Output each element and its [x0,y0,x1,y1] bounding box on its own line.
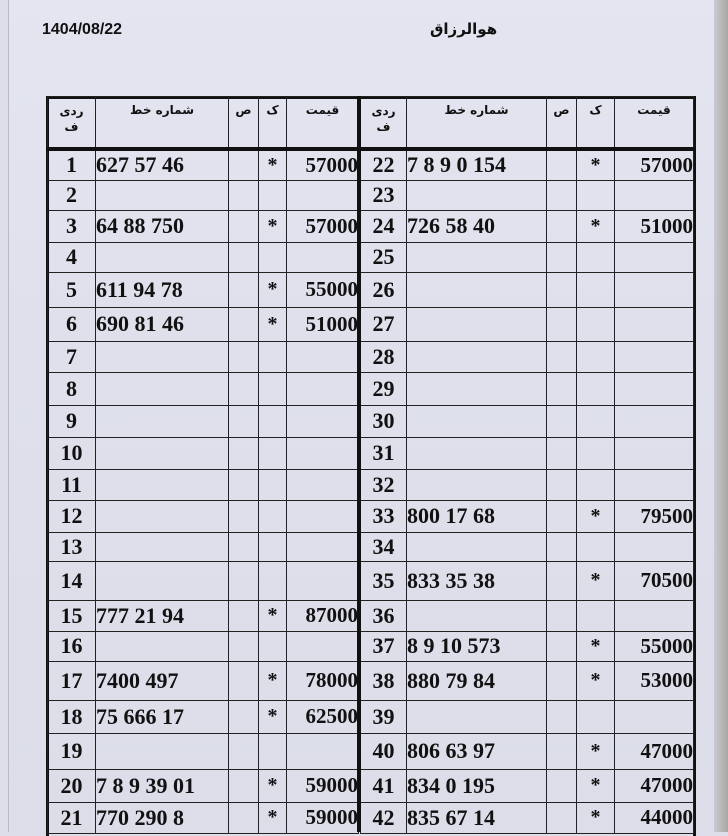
k-mark-cell [259,180,287,210]
row-number-cell: 16 [48,631,96,661]
k-mark-cell [259,341,287,372]
table-row [48,561,359,600]
k-mark-cell: * [577,769,615,802]
table-header-row [48,97,359,150]
table-row [361,272,694,307]
line-number-cell: 7 8 9 39 01 [96,769,229,802]
price-cell: 62500 [287,700,359,733]
s-cell [229,532,259,561]
price-cell [287,500,359,532]
row-number-cell: 19 [48,733,96,769]
row-number-cell: 25 [361,242,407,272]
s-cell [547,210,577,242]
table-row [361,769,694,802]
price-cell: 59000 [287,802,359,833]
k-mark-cell: * [259,802,287,833]
k-mark-cell: * [259,210,287,242]
table-row [48,500,359,532]
row-number-cell: 34 [361,532,407,561]
s-cell [229,561,259,600]
table-row [361,405,694,437]
row-number-cell: 18 [48,700,96,733]
k-mark-cell [259,372,287,405]
s-cell [547,700,577,733]
table-row [361,661,694,700]
row-number-cell: 14 [48,561,96,600]
row-number-cell: 3 [48,210,96,242]
s-cell [547,733,577,769]
price-cell [615,180,694,210]
row-number-cell: 7 [48,341,96,372]
k-mark-cell [577,242,615,272]
s-cell [229,769,259,802]
table-row [48,661,359,700]
line-number-cell [96,242,229,272]
row-number-cell: 27 [361,307,407,341]
line-number-cell: 800 17 68 [407,500,547,532]
header-text: ف [64,120,79,134]
document-title: هوالرزاق [430,20,498,38]
line-number-cell: 7400 497 [96,661,229,700]
row-number-cell: 24 [361,210,407,242]
table-row [48,405,359,437]
column-header-price: قیمت [287,97,359,150]
row-number-cell: 6 [48,307,96,341]
line-number-cell [407,700,547,733]
k-mark-cell [577,307,615,341]
s-cell [547,180,577,210]
s-cell [229,242,259,272]
row-number-cell: 32 [361,469,407,500]
k-mark-cell: * [259,661,287,700]
s-cell [547,341,577,372]
k-mark-cell [577,700,615,733]
table-row [48,469,359,500]
price-cell: 53000 [615,661,694,700]
line-number-cell [407,180,547,210]
line-number-cell [96,561,229,600]
k-mark-cell: * [577,631,615,661]
line-number-cell [407,437,547,469]
s-cell [547,149,577,180]
s-cell [547,469,577,500]
price-cell: 55000 [287,272,359,307]
table-row [361,700,694,733]
line-number-cell [96,372,229,405]
header-text: ف [376,120,391,134]
price-cell [615,307,694,341]
line-number-cell [96,500,229,532]
k-mark-cell [577,469,615,500]
row-number-cell: 1 [48,149,96,180]
k-mark-cell [577,600,615,631]
s-cell [547,272,577,307]
table-row [361,469,694,500]
k-mark-cell [259,631,287,661]
s-cell [547,661,577,700]
s-cell [229,700,259,733]
s-cell [547,405,577,437]
s-cell [229,307,259,341]
table-row [48,242,359,272]
k-mark-cell: * [259,307,287,341]
price-cell [615,600,694,631]
table-row [361,372,694,405]
k-mark-cell [577,405,615,437]
k-mark-cell [577,437,615,469]
row-number-cell: 31 [361,437,407,469]
s-cell [229,341,259,372]
k-mark-cell [259,469,287,500]
table-row [361,733,694,769]
price-cell [287,180,359,210]
phone-lines-table-right [360,96,694,834]
column-header-row-number [361,97,407,150]
line-number-cell: 7 8 9 0 154 [407,149,547,180]
price-cell [615,405,694,437]
table-row [361,802,694,833]
center-divider [357,96,361,832]
row-number-cell: 2 [48,180,96,210]
k-mark-cell [577,532,615,561]
column-header-line-number: شماره خط [96,97,229,150]
table-row [361,561,694,600]
line-number-cell: 726 58 40 [407,210,547,242]
table-row [48,600,359,631]
table-row [48,341,359,372]
s-cell [229,500,259,532]
row-number-cell: 11 [48,469,96,500]
line-number-cell: 806 63 97 [407,733,547,769]
price-cell: 51000 [287,307,359,341]
line-number-cell [407,600,547,631]
line-number-cell [407,405,547,437]
line-number-cell [96,405,229,437]
row-number-cell: 21 [48,802,96,833]
s-cell [547,600,577,631]
k-mark-cell: * [577,661,615,700]
table-row [361,600,694,631]
line-number-cell [96,437,229,469]
line-number-cell [407,272,547,307]
table-header-row [361,97,694,150]
price-cell: 55000 [615,631,694,661]
line-number-cell [96,180,229,210]
price-cell [615,532,694,561]
row-number-cell: 39 [361,700,407,733]
table-row [361,149,694,180]
price-cell: 59000 [287,769,359,802]
price-cell [287,405,359,437]
price-cell [615,372,694,405]
price-cell: 57000 [615,149,694,180]
k-mark-cell: * [259,600,287,631]
row-number-cell: 38 [361,661,407,700]
table-row [48,802,359,833]
price-cell [615,242,694,272]
k-mark-cell [259,405,287,437]
price-cell [287,437,359,469]
table-row [48,437,359,469]
page-edge-shadow [714,0,728,832]
price-cell [615,700,694,733]
line-number-cell [407,242,547,272]
line-number-cell [407,307,547,341]
s-cell [229,661,259,700]
price-cell [615,437,694,469]
table-row [361,500,694,532]
s-cell [229,210,259,242]
column-header-s: ص [229,97,259,150]
k-mark-cell: * [259,700,287,733]
price-cell: 79500 [615,500,694,532]
table-row [361,532,694,561]
s-cell [547,500,577,532]
line-number-cell: 8 9 10 573 [407,631,547,661]
k-mark-cell [259,500,287,532]
row-number-cell: 8 [48,372,96,405]
s-cell [547,769,577,802]
row-number-cell: 9 [48,405,96,437]
row-number-cell: 23 [361,180,407,210]
price-cell: 51000 [615,210,694,242]
header-text: ردی [59,104,84,118]
s-cell [229,405,259,437]
k-mark-cell: * [259,272,287,307]
k-mark-cell: * [577,561,615,600]
table-row [48,733,359,769]
price-cell [287,631,359,661]
s-cell [547,372,577,405]
line-number-cell [96,532,229,561]
line-number-cell: 880 79 84 [407,661,547,700]
line-number-cell [407,372,547,405]
row-number-cell: 20 [48,769,96,802]
s-cell [547,307,577,341]
row-number-cell: 4 [48,242,96,272]
s-cell [229,600,259,631]
line-number-cell: 777 21 94 [96,600,229,631]
s-cell [547,802,577,833]
line-number-cell [96,469,229,500]
row-number-cell: 26 [361,272,407,307]
price-cell: 47000 [615,733,694,769]
header-text: ردی [371,104,396,118]
k-mark-cell: * [577,802,615,833]
s-cell [229,733,259,769]
line-number-cell [96,631,229,661]
price-cell [615,469,694,500]
price-cell: 57000 [287,149,359,180]
table-row [361,341,694,372]
s-cell [547,532,577,561]
row-number-cell: 5 [48,272,96,307]
row-number-cell: 12 [48,500,96,532]
row-number-cell: 15 [48,600,96,631]
k-mark-cell: * [259,149,287,180]
price-cell [287,242,359,272]
s-cell [229,180,259,210]
table-row [48,272,359,307]
table-row [361,631,694,661]
phone-lines-table-left [47,96,359,834]
s-cell [547,437,577,469]
column-header-s: ص [547,97,577,150]
line-number-cell: 833 35 38 [407,561,547,600]
line-number-cell [407,341,547,372]
price-cell [287,532,359,561]
s-cell [229,802,259,833]
line-number-cell: 835 67 14 [407,802,547,833]
price-cell [287,561,359,600]
k-mark-cell: * [259,769,287,802]
s-cell [547,631,577,661]
price-cell: 78000 [287,661,359,700]
line-number-cell: 64 88 750 [96,210,229,242]
line-number-cell: 690 81 46 [96,307,229,341]
k-mark-cell [577,180,615,210]
k-mark-cell: * [577,500,615,532]
line-number-cell [407,532,547,561]
table-row [48,372,359,405]
line-number-cell [407,469,547,500]
row-number-cell: 33 [361,500,407,532]
row-number-cell: 13 [48,532,96,561]
price-cell [287,372,359,405]
line-number-cell: 834 0 195 [407,769,547,802]
price-cell [287,469,359,500]
table-row [361,307,694,341]
k-mark-cell [577,341,615,372]
row-number-cell: 29 [361,372,407,405]
price-cell: 57000 [287,210,359,242]
price-cell [287,341,359,372]
table-row [361,242,694,272]
table-row [48,631,359,661]
table-row [48,210,359,242]
table-row [361,180,694,210]
row-number-cell: 40 [361,733,407,769]
table-row [48,769,359,802]
price-cell: 44000 [615,802,694,833]
s-cell [547,242,577,272]
table-row [361,437,694,469]
k-mark-cell: * [577,733,615,769]
table-row [48,700,359,733]
s-cell [229,469,259,500]
price-cell [287,733,359,769]
row-number-cell: 41 [361,769,407,802]
price-cell [615,272,694,307]
k-mark-cell: * [577,210,615,242]
row-number-cell: 36 [361,600,407,631]
s-cell [229,437,259,469]
s-cell [229,272,259,307]
column-header-row-number [48,97,96,150]
row-number-cell: 37 [361,631,407,661]
k-mark-cell: * [577,149,615,180]
price-cell: 70500 [615,561,694,600]
row-number-cell: 10 [48,437,96,469]
s-cell [229,631,259,661]
k-mark-cell [259,242,287,272]
column-header-line-number: شماره خط [407,97,547,150]
k-mark-cell [577,272,615,307]
row-number-cell: 17 [48,661,96,700]
row-number-cell: 35 [361,561,407,600]
price-cell: 87000 [287,600,359,631]
table-row [48,180,359,210]
price-cell: 47000 [615,769,694,802]
line-number-cell: 611 94 78 [96,272,229,307]
row-number-cell: 42 [361,802,407,833]
document-date: 1404/08/22 [42,21,123,38]
table-row [361,210,694,242]
row-number-cell: 28 [361,341,407,372]
line-number-cell [96,341,229,372]
k-mark-cell [259,733,287,769]
s-cell [229,372,259,405]
s-cell [229,149,259,180]
k-mark-cell [577,372,615,405]
k-mark-cell [259,561,287,600]
k-mark-cell [259,532,287,561]
table-row [48,532,359,561]
line-number-cell: 770 290 8 [96,802,229,833]
k-mark-cell [259,437,287,469]
row-number-cell: 30 [361,405,407,437]
price-cell [615,341,694,372]
table-row [48,149,359,180]
column-header-price: قیمت [615,97,694,150]
line-number-cell: 627 57 46 [96,149,229,180]
column-header-k: ک [259,97,287,150]
column-header-k: ک [577,97,615,150]
table-row [48,307,359,341]
row-number-cell: 22 [361,149,407,180]
line-number-cell: 75 666 17 [96,700,229,733]
line-number-cell [96,733,229,769]
s-cell [547,561,577,600]
